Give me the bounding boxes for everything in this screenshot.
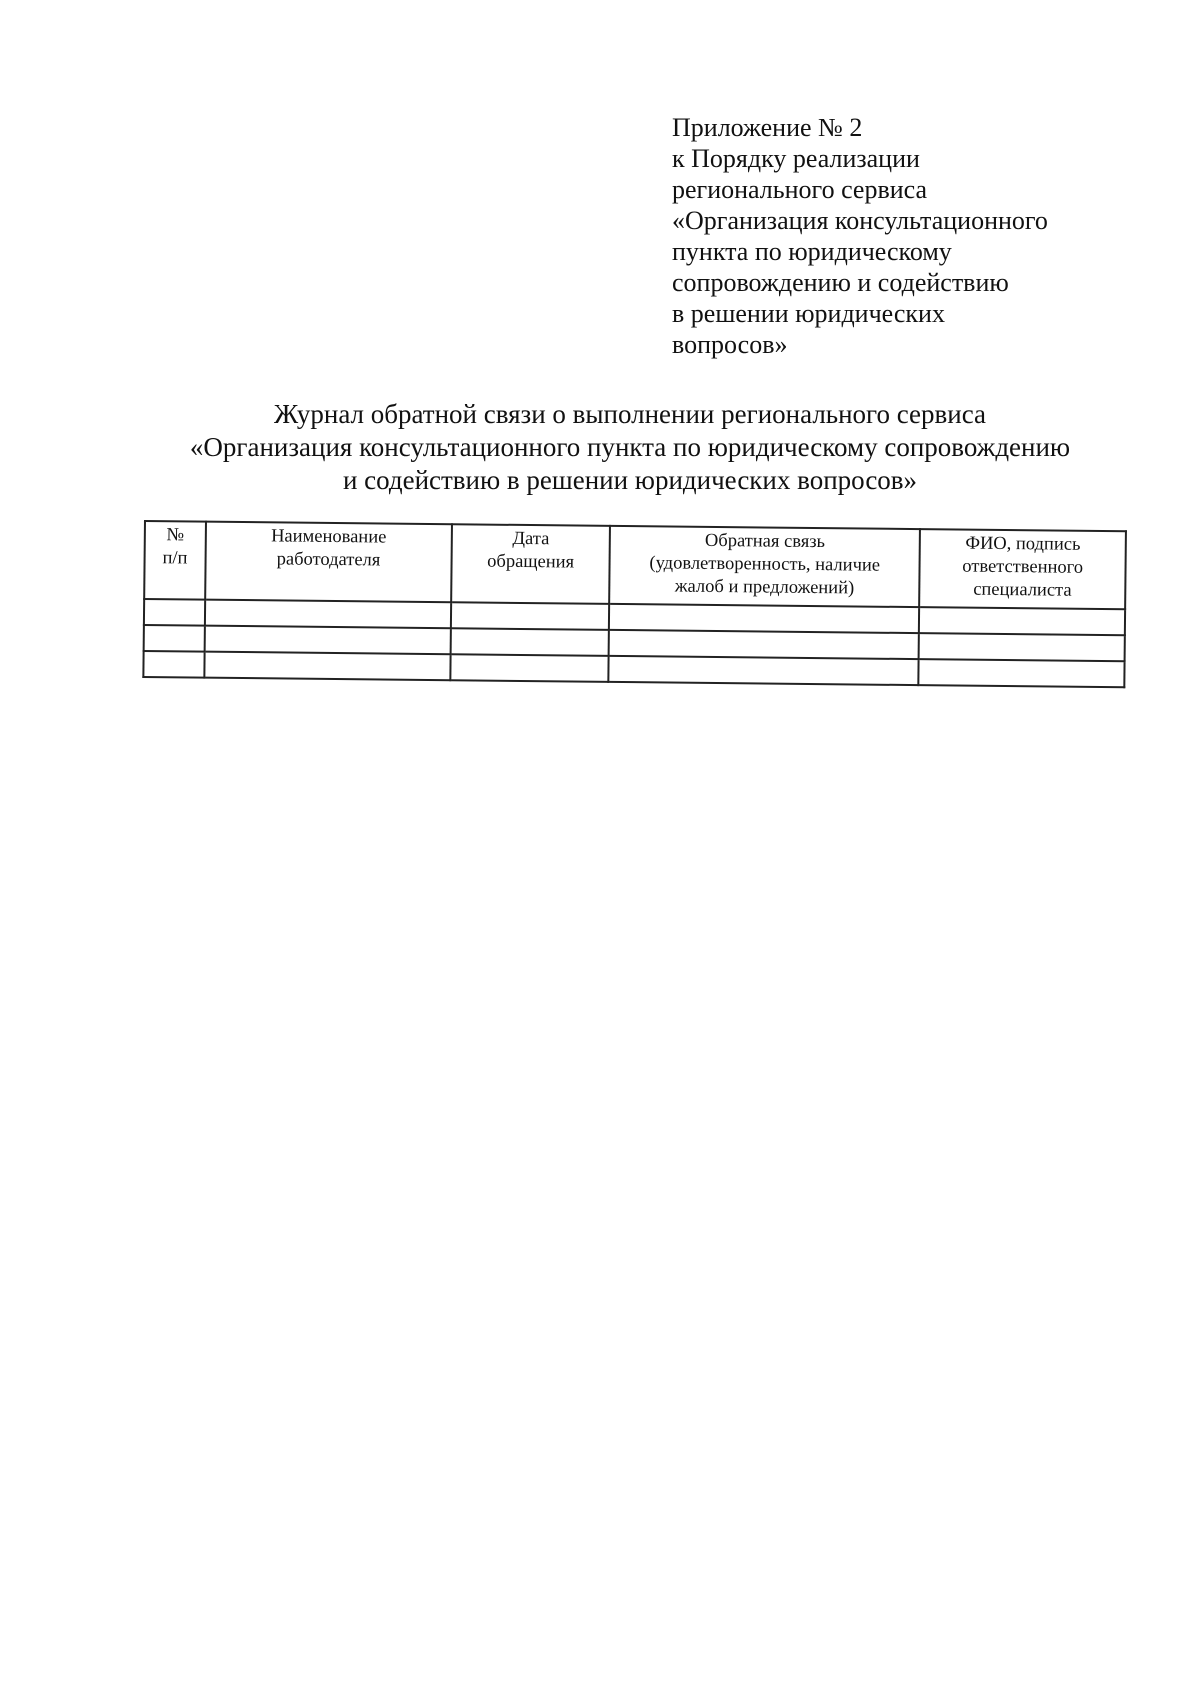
appendix-line: регионального сервиса bbox=[672, 175, 928, 204]
header-line: жалоб и предложений) bbox=[674, 576, 855, 599]
table-cell bbox=[204, 652, 451, 681]
appendix-line: сопровождению и содействию bbox=[672, 268, 1009, 297]
appendix-line: Приложение № 2 bbox=[672, 113, 863, 142]
appendix-line: «Организация консультационного bbox=[672, 206, 1048, 235]
header-line: (удовлетворенность, наличие bbox=[649, 553, 881, 576]
header-feedback bbox=[609, 526, 920, 607]
appendix-line: в решении юридических bbox=[672, 299, 945, 328]
header-line: Наименование bbox=[271, 526, 387, 548]
table-cell bbox=[205, 600, 452, 629]
table-cell bbox=[451, 602, 609, 630]
journal-title-line: Журнал обратной связи о выполнении регионального сервиса bbox=[274, 399, 986, 429]
appendix-reference bbox=[672, 112, 1172, 360]
table-cell bbox=[608, 656, 918, 685]
header-employer-name bbox=[205, 522, 452, 603]
header-request-date bbox=[451, 524, 610, 604]
table-cell bbox=[609, 630, 919, 659]
header-number bbox=[144, 521, 206, 600]
table-cell bbox=[919, 633, 1125, 661]
journal-title-line: и содействию в решении юридических вопросов» bbox=[342, 465, 918, 495]
table-cell bbox=[609, 604, 919, 633]
table-cell bbox=[451, 628, 609, 656]
header-line: ответственного bbox=[962, 556, 1084, 578]
table-cell bbox=[204, 626, 451, 655]
journal-title bbox=[140, 398, 1120, 497]
table-cell bbox=[144, 625, 205, 652]
appendix-line: к Порядку реализации bbox=[672, 144, 920, 173]
header-line: п/п bbox=[162, 548, 188, 569]
feedback-journal-table bbox=[142, 520, 1127, 688]
table-cell bbox=[919, 659, 1125, 687]
table-cell bbox=[919, 607, 1125, 635]
header-line: Обратная связь bbox=[704, 530, 826, 553]
header-responsible-specialist bbox=[919, 529, 1126, 609]
header-line: Дата bbox=[512, 528, 550, 550]
table-cell bbox=[143, 651, 204, 678]
table-header-row bbox=[144, 521, 1126, 609]
appendix-line: вопросов» bbox=[672, 330, 788, 359]
header-line: № bbox=[166, 525, 185, 546]
header-line: обращения bbox=[487, 551, 575, 573]
header-line: ФИО, подпись bbox=[965, 533, 1081, 555]
table-cell bbox=[144, 599, 205, 626]
header-line: работодателя bbox=[276, 549, 381, 571]
table-cell bbox=[450, 654, 608, 682]
header-line: специалиста bbox=[973, 579, 1072, 601]
appendix-line: пункта по юридическому bbox=[672, 237, 952, 266]
journal-title-line: «Организация консультационного пункта по юридическому сопровождению bbox=[189, 432, 1071, 462]
